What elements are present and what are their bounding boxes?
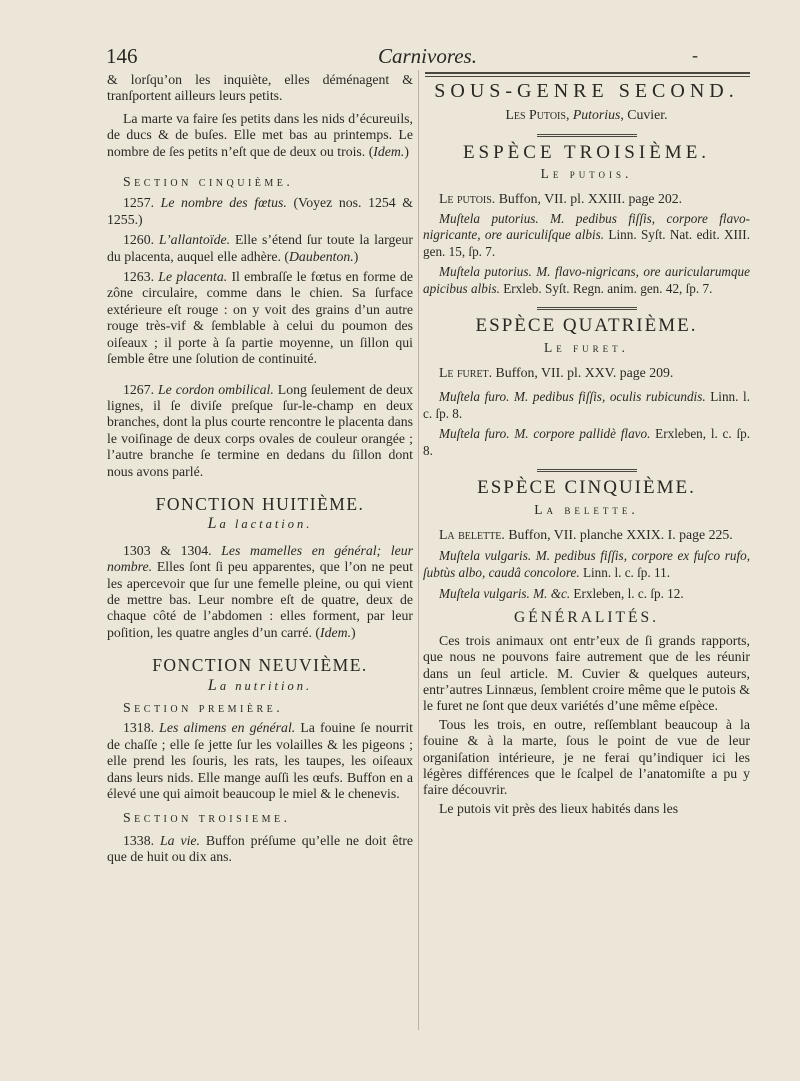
short-rule (537, 307, 637, 310)
entry-text: Long ſeulement de deux lignes, il ſe diviſe preſque ſur-le-champ en deux branches, dont la plus courte rencontre le placenta dans le voiſinage de deux corps ovales de couleur orangée ; l’autre branche ſe termine en dedans du ſillon dont nous avons parlé. (107, 381, 413, 479)
page-header (106, 44, 698, 68)
page-number: 146 (106, 44, 138, 68)
drop-letter: L (207, 676, 220, 694)
entry-number: 1260. (123, 232, 155, 248)
species-reference (423, 365, 750, 381)
latin-description (423, 426, 750, 459)
reference-text: Erxleben, l. c. ſp. 8. (423, 426, 750, 458)
paragraph-text: La marte va faire ſes petits dans les nids d’écureuils, de ducs & de buſes. Elle met bas au printemps. Le nombre de ſes petits n’eſt que de deux ou trois. ( (107, 110, 413, 159)
paragraph: & lorſqu’on les inquiète, elles déménagent & tranſportent ailleurs leurs petits. (107, 72, 413, 104)
species-heading: ESPÈCE QUATRIÈME. (475, 315, 698, 337)
subheading-text: lactation. (234, 517, 313, 532)
reference: Idem. (320, 624, 352, 640)
entry-title: L’allantoïde. (158, 232, 231, 248)
header-dash: - (692, 45, 698, 65)
reference: Idem. (373, 143, 405, 159)
latin-description (423, 586, 750, 602)
entry-title: Les alimens en général. (159, 720, 296, 736)
latin-name: Putorius (572, 107, 621, 123)
entry-1263 (107, 269, 413, 367)
paragraph: Tous les trois, en outre, reſſemblant beaucoup à la fouine & à la marte, ſous le point de vue de leur organiſation intérieure, je ne ferai qu’indiquer ici les légères différences que le ſcalpel de l’anatomiſte a pu y faire découvrir. (423, 716, 750, 798)
species-ref-name: La belette. (439, 526, 505, 542)
species-name: Le putois. (540, 166, 633, 182)
reference-text: Linn. l. c. ſp. 11. (579, 564, 670, 580)
left-column (107, 70, 413, 866)
entry-1257 (107, 195, 413, 228)
paragraph (107, 111, 413, 160)
section-heading: Section première. (123, 700, 284, 715)
short-rule (537, 469, 637, 472)
subgenus-name: Les Putois, (505, 107, 573, 123)
drop-letter: L (207, 515, 220, 533)
latin-text: Muſtela furo. M. corpore pallidè flavo. (439, 426, 651, 442)
entry-text: Elle s’étend ſur toute la largeur du placenta, auquel elle adhère. ( (107, 232, 413, 264)
species-ref-name: Le furet. (439, 364, 493, 380)
entry-number: 1267. (123, 381, 155, 397)
subheading-nutrition (107, 678, 413, 694)
entry-text: ) (351, 624, 356, 640)
paragraph-text: ) (404, 143, 409, 159)
species-reference (423, 191, 750, 207)
entry-text: La fouine ſe nourrit de chaſſe ; elle ſe jette ſur les volailles & les pigeons ; elle prend les ſouris, les rats, les taupes, les oiſeaux dans leurs nids. Elle mange auſſi les œufs. Buffon en a élevé une qui aimoit beaucoup le miel & le chenevis. (107, 720, 414, 802)
author: , Cuvier. (620, 107, 668, 123)
latin-text: Muſtela vulgaris. M. pedibus fiſſis, corpore ex fuſco rufo, ſubtùs albo, caudâ concolore. (423, 548, 750, 580)
entry-text: ) (353, 248, 359, 264)
entry-text: (Voyez nos. 1254 & 1255.) (107, 195, 414, 227)
section-heading: Section troisieme. (123, 810, 291, 826)
latin-text: Muſtela putorius. M. flavo-nigricans, ore auricularumque apicibus albis. (423, 264, 750, 296)
subheading-text: a (219, 678, 230, 693)
running-title: Carnivores. (378, 44, 477, 68)
latin-description (423, 389, 750, 422)
generalites-heading: GÉNÉRALITÉS. (514, 609, 659, 627)
species-name: Le furet. (544, 340, 629, 356)
entry-1338 (107, 833, 413, 866)
double-rule (425, 72, 750, 77)
entry-number: 1318. (123, 720, 155, 736)
entry-1260 (107, 232, 413, 265)
section-heading: Section cinquième. (123, 174, 294, 190)
short-rule (537, 134, 637, 137)
entry-title: Les mamelles en général; leur nombre. (107, 542, 413, 575)
subheading-lactation (107, 516, 413, 532)
reference-text: Buffon, VII. planche XXIX. I. page 225. (504, 526, 733, 542)
latin-text: Muſtela furo. M. pedibus fiſſis, oculis rubicundis. (439, 389, 706, 405)
species-heading: ESPÈCE TROISIÈME. (462, 141, 711, 163)
latin-description (423, 211, 750, 260)
subgenus-line (423, 107, 750, 123)
fonction-heading: FONCTION NEUVIÈME. (152, 655, 368, 676)
species-heading: ESPÈCE CINQUIÈME. (477, 476, 696, 498)
subheading-text: nutrition. (235, 678, 313, 693)
latin-text: Muſtela vulgaris. M. &c. (439, 585, 571, 601)
paragraph: Le putois vit près des lieux habités dans les (439, 800, 679, 816)
column-divider (418, 70, 419, 1030)
entry-1303 (107, 543, 413, 641)
reference: Daubenton. (288, 248, 354, 264)
entry-1267 (107, 382, 413, 480)
species-name: La belette. (534, 502, 639, 518)
entry-title: La vie. (159, 832, 200, 848)
fonction-heading: FONCTION HUITIÈME. (155, 493, 365, 514)
entry-title: Le cordon ombilical. (158, 381, 274, 397)
entry-number: 1338. (123, 832, 155, 848)
entry-text: Buffon préſume qu’elle ne doit être que de huit ou dix ans. (107, 832, 414, 865)
subheading-text: a (219, 517, 229, 532)
species-reference (423, 527, 750, 543)
entry-text: Elles ſont ſi peu apparentes, que l’on ne peut les apercevoir que ſur une femelle pleine, ou qui vient de mettre bas. Leur nombre eſt de quatre, deux de chaque côté de l’abdomen : elles forment, par leur poſition, les quatre angles d’un carré. ( (107, 559, 413, 640)
entry-title: Le placenta. (158, 269, 228, 285)
entry-number: 1263. (123, 269, 155, 285)
latin-description (423, 548, 750, 581)
paragraph: Ces trois animaux ont entr’eux de ſi grands rapports, que nous ne pouvons faire autrement que de les réunir dans un ſeul article. M. Cuvier & quelques auteurs, entr’autres Linnæus, ſemblent croire même que le putois & le furet ne ſont que deux variétés d’une même eſpèce. (423, 632, 750, 714)
right-column (423, 70, 750, 817)
latin-text: Muſtela putorius. M. pedibus fiſſis, corpore flavo-nigricante, ore auriculiſque albis. (423, 211, 750, 243)
entry-number: 1257. (123, 195, 155, 211)
entry-1318 (107, 720, 413, 802)
reference-text: Linn. Syſt. Nat. edit. XIII. gen. 15, ſp. 7. (423, 227, 750, 259)
reference-text: Buffon, VII. pl. XXV. page 209. (492, 364, 674, 380)
reference-text: Erxleben, l. c. ſp. 12. (570, 585, 684, 601)
subgenus-heading: SOUS-GENRE SECOND. (434, 80, 739, 102)
species-ref-name: Le putois. (439, 190, 496, 206)
reference-text: Linn. l. c. ſp. 8. (423, 389, 750, 421)
entry-text: Il embraſſe le fœtus en forme de zône circulaire, comme dans le chien. Sa ſurface extérieure eſt rouge : on y voit des grains d’un autre rouge très-vif & ſemblable à celui du poumon des oiſeaux ; il porte à ſa partie moyenne, un ſillon qui ſemble être une ſolution de continuité. (107, 269, 414, 367)
latin-description (423, 264, 750, 297)
entry-title: Le nombre des fœtus. (160, 195, 287, 211)
entry-number: 1303 & 1304. (123, 542, 212, 558)
reference-text: Erxleb. Syſt. Regn. anim. gen. 42, ſp. 7. (499, 280, 713, 296)
reference-text: Buffon, VII. pl. XXIII. page 202. (495, 190, 683, 206)
